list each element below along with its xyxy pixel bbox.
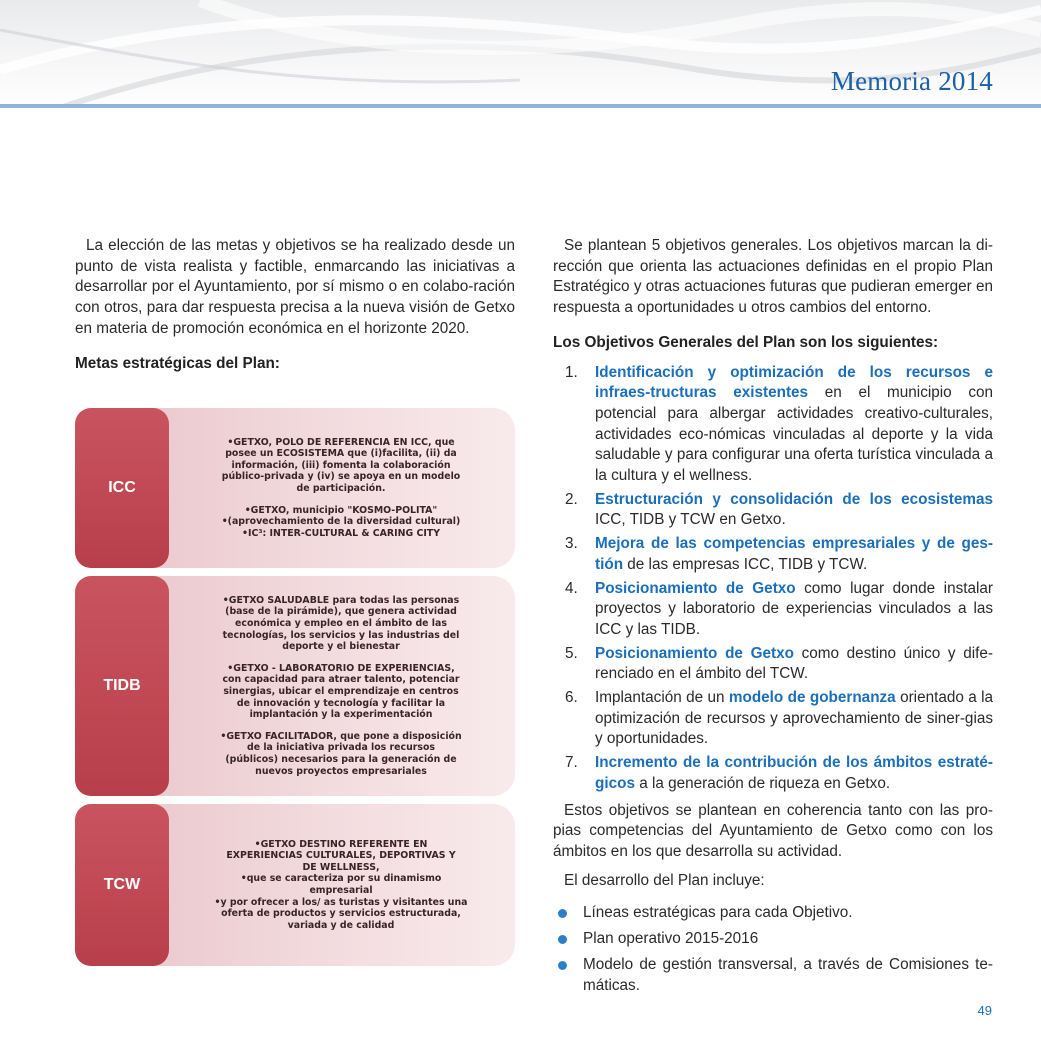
list-item: Líneas estratégicas para cada Objetivo. [553,903,993,924]
bullet-icon [553,903,583,924]
plan-includes-text: El desarrollo del Plan incluye: [564,871,765,889]
list-item: 6. Implantación de un modelo de gobernanza orientado a la optimización de recursos y aprovechamiento de siner-gias y oportunidades. [565,689,994,748]
block-text: •GETXO, POLO DE REFERENCIA EN ICC, que posee un ECOSISTEMA que (i)facilita, (ii) da información, (iii) fomenta la colaboración público-privada y (iv) se apoya en un modelo de participación. •GETXO, municipio "KOSMO-POLITA" •(aprovechamiento de la diversidad cultural) •IC³: INTER-CULTURAL & CARING CITY [221,436,461,539]
diagram-block-tcw [75,804,515,966]
right-column [553,236,993,1001]
diagram-block-icc [75,408,515,568]
list-item: 7. Incremento de la contribución de los ámbitos estraté-gicos a la generación de riqueza en Getxo. [565,754,993,792]
block-label: TIDB [103,677,141,694]
block-label: TCW [103,876,141,893]
list-item: 5. Posicionamiento de Getxo como destino único y dife-renciado en el ámbito del TCW. [565,644,993,683]
block-label: ICC [108,479,136,496]
block-text: •GETXO DESTINO REFERENTE EN EXPERIENCIAS CULTURALES, DEPORTIVAS Y DE WELLNESS, •que se caracteriza por su dinamismo empresarial •y por ofrecer a los/ as turistas y visitantes una oferta de productos y servicios estructurada, variada y de calidad [214,838,468,931]
bullet-icon [553,929,583,950]
list-item: 2. Estructuración y consolidación de los ecosistemas ICC, TIDB y TCW en Getxo. [565,490,993,529]
bullet-icon [553,955,583,996]
diagram-block-tidb [75,576,515,796]
list-item: 4. Posicionamiento de Getxo como lugar donde instalar proyectos y laboratorio de experiencias vinculados a las ICC y las TIDB. [565,579,993,638]
strategic-goals-diagram [75,408,515,966]
list-item: Plan operativo 2015-2016 [553,929,993,950]
objectives-heading: Los Objetivos Generales del Plan son los siguientes: [553,333,939,351]
block-text: •GETXO SALUDABLE para todas las personas (base de la pirámide), que genera actividad económica y empleo en el ámbito de las tecnologías, los servicios y las industrias del deporte y el bienestar •GETXO - LABORATORIO DE EXPERIENCIAS, con capacidad para atraer talento, potenciar sinergias, ubicar el emprendizaje en centros de innovación y tecnología y facilitar la implantación y la experimentación •GETXO FACILITADOR, que pone a disposición de la iniciativa privada los recursos (públicos) necesarios para la generación de nuevos proyectos empresariales [220,594,462,777]
header-title: Memoria 2014 [830,66,993,96]
list-item: 3. Mejora de las competencias empresariales y de ges-tión de las empresas ICC, TIDB y TCW. [565,535,993,573]
header-rule [0,104,1041,108]
list-item: 1. Identificación y optimización de los recursos e infraes-tructuras existentes en el municipio con potencial para albergar actividades creativo-culturales, actividades eco-nómicas vinculadas al deporte y la vida saludable y para configurar una oferta turística vinculada a la cultura y el wellness. [565,363,994,485]
plan-includes-list [553,903,993,996]
objectives-intro: Se plantean 5 objetivos generales. Los objetivos marcan la di-rección que orienta las actuaciones definidas en el propio Plan Estratégico y otras actuaciones futuras que pudieran emerger en respuesta a oportunidades u otros cambios del entorno. [553,237,993,317]
left-column [75,236,515,374]
list-item: Modelo de gestión transversal, a través de Comisiones te-máticas. [553,955,993,996]
coherence-paragraph: Estos objetivos se plantean en coherencia tanto con las pro-pias competencias del Ayuntamiento de Getxo como con los ámbitos en los que desarrolla su actividad. [553,801,993,860]
page-number: 49 [977,1003,992,1018]
intro-paragraph: La elección de las metas y objetivos se ha realizado desde un punto de vista realista y factible, enmarcando las iniciativas a desarrollar por el Ayuntamiento, por sí mismo o en colabo-ración con otros, para dar respuesta precisa a la nueva visión de Getxo en materia de promoción económica en el horizonte 2020. [75,237,515,337]
metas-heading: Metas estratégicas del Plan: [75,354,280,372]
objectives-list [553,363,993,795]
